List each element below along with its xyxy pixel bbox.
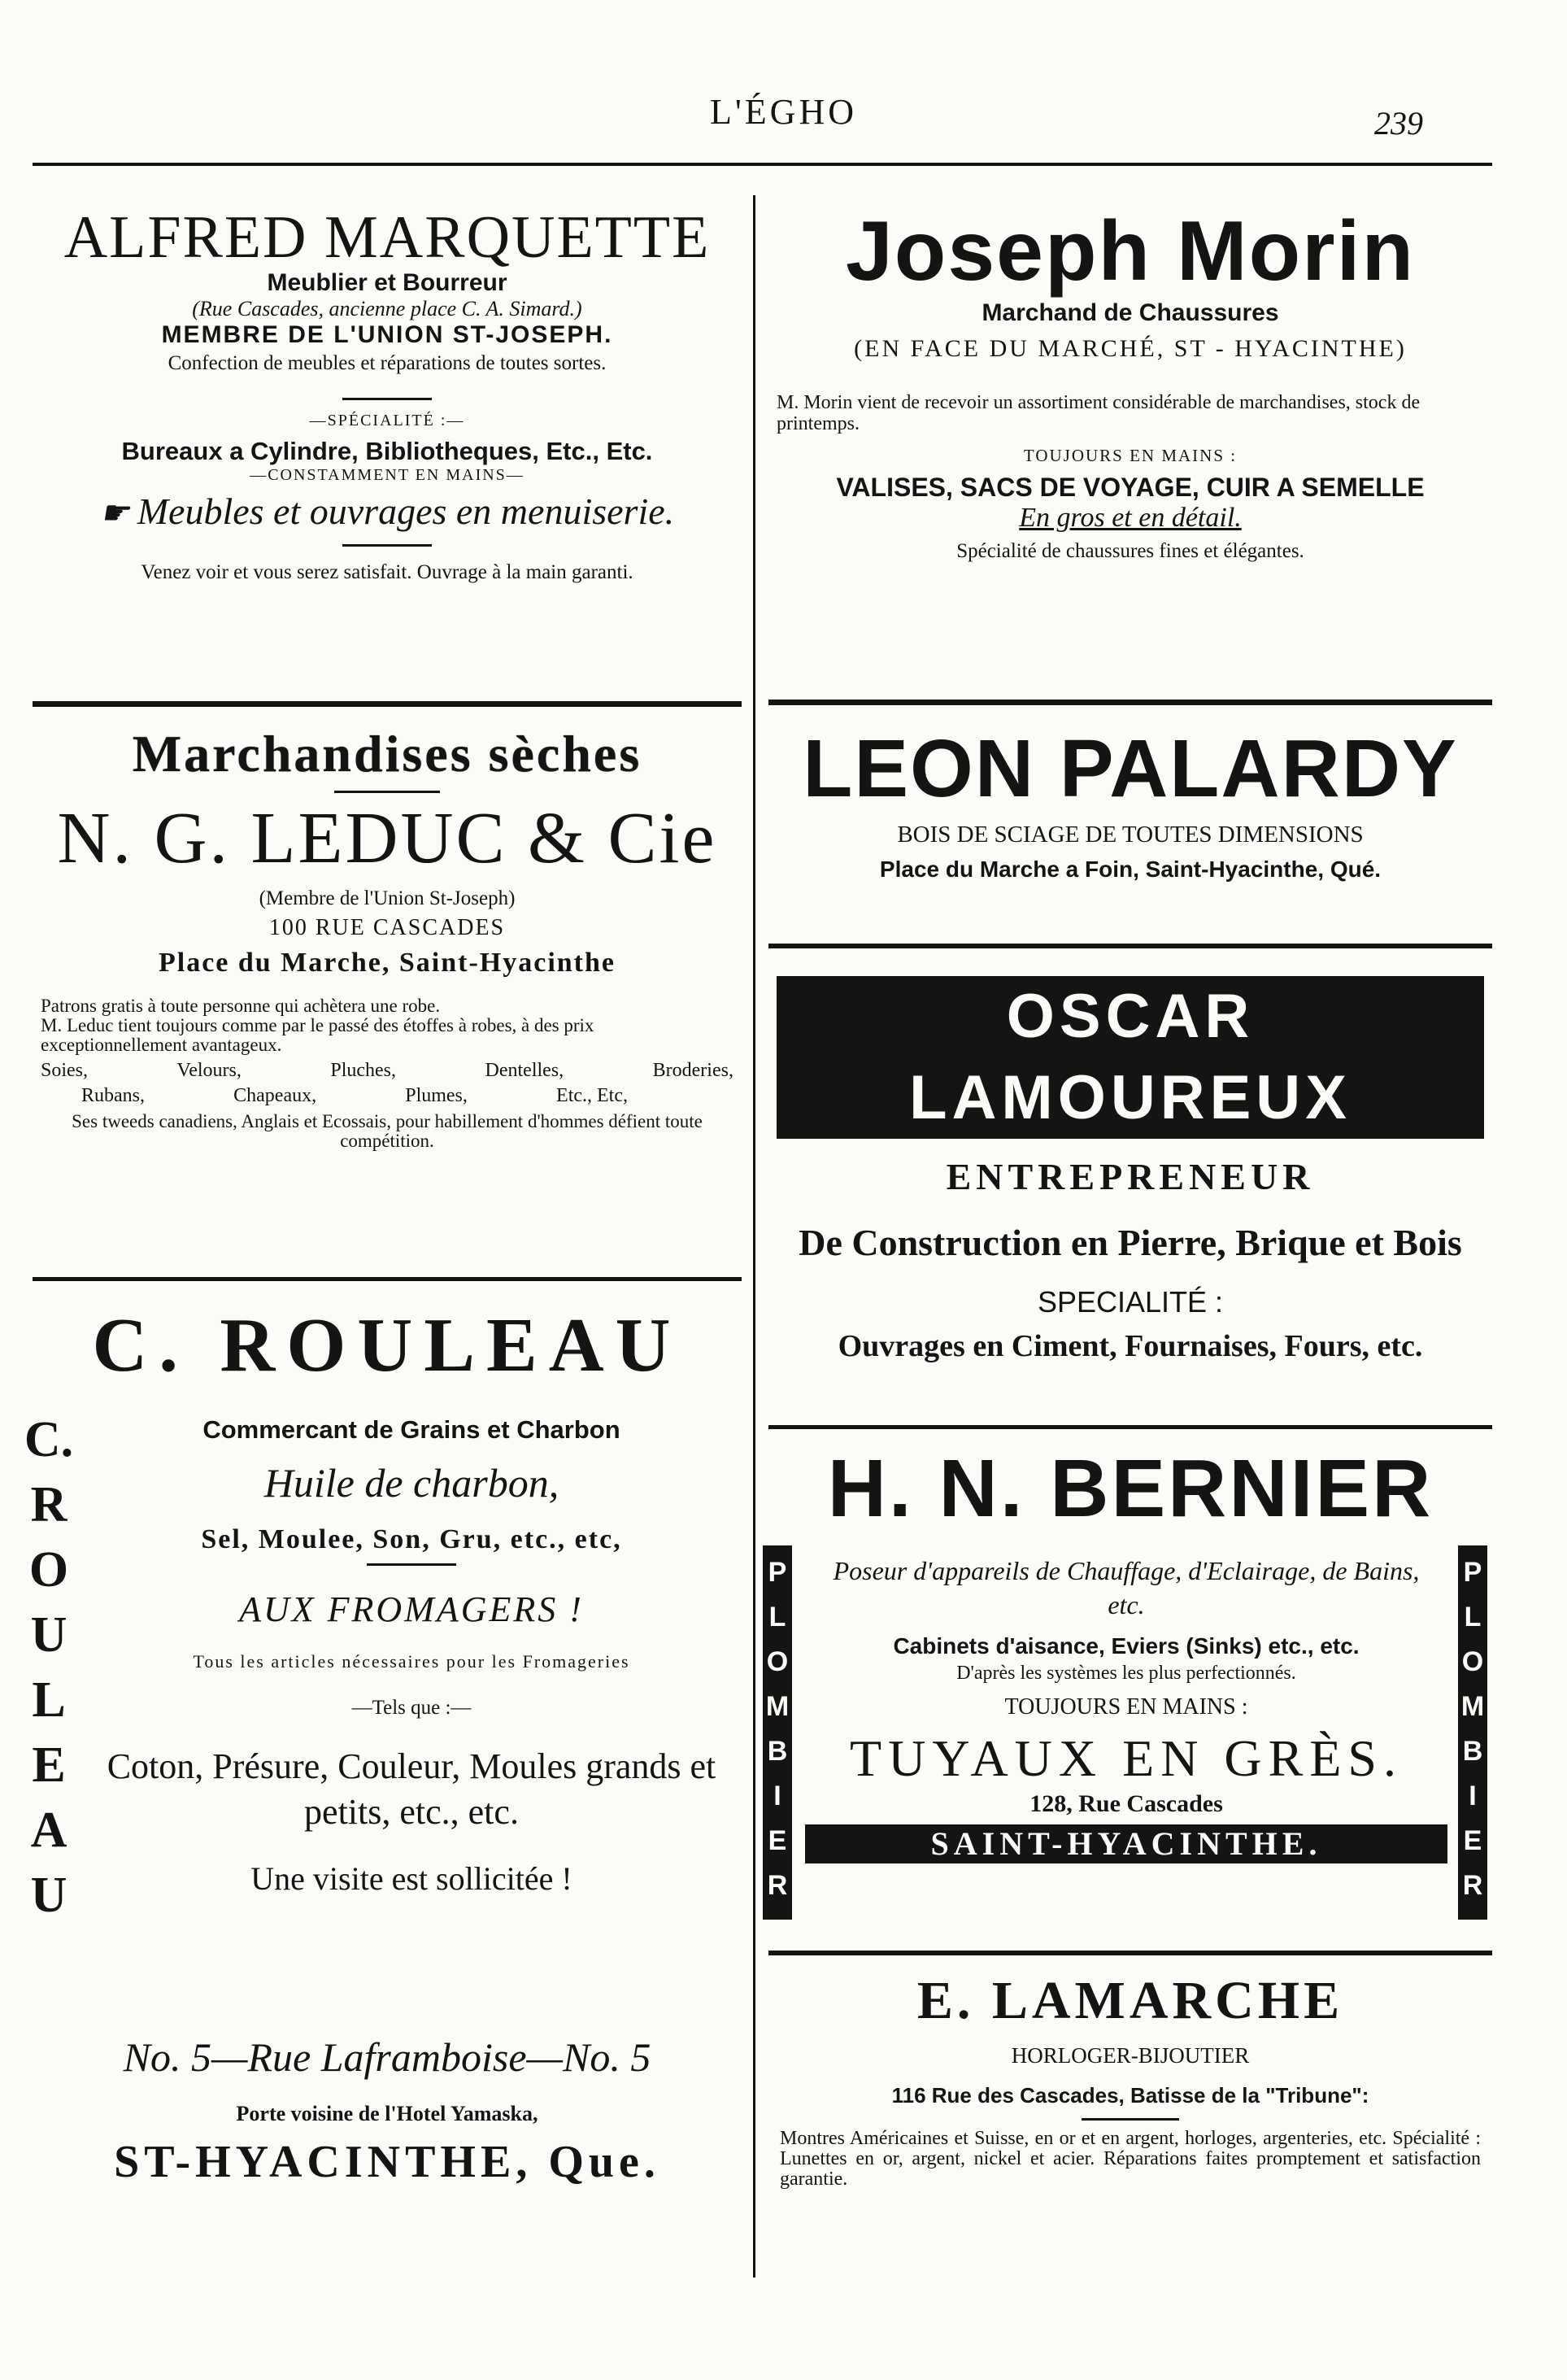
- marquette-meubles: [33, 490, 742, 533]
- bernier-vertical-letter: I: [1469, 1781, 1477, 1811]
- bernier-vertical-letter: R: [767, 1870, 788, 1901]
- bernier-vertical-letter: R: [1462, 1870, 1483, 1901]
- column-divider: [753, 195, 755, 2278]
- leduc-text3: Ses tweeds canadiens, Anglais et Ecossais, pour habillement d'hommes défient toute compétition.: [72, 1111, 703, 1151]
- bernier-trade: Poseur d'appareils de Chauffage, d'Eclairage, de Bains, etc.: [833, 1556, 1420, 1619]
- bernier-vertical-letter: L: [768, 1602, 786, 1632]
- bernier-vertical-letter: P: [768, 1557, 787, 1588]
- bernier-body: [805, 1554, 1447, 1863]
- rouleau-vertical-letter: R: [30, 1477, 67, 1532]
- lamoureux-name: OSCAR LAMOUREUX: [777, 976, 1484, 1139]
- leduc-text1: Patrons gratis à toute personne qui achètera une robe.: [41, 996, 441, 1016]
- marquette-footer: Venez voir et vous serez satisfait. Ouvrage à la main garanti.: [141, 561, 633, 583]
- ad-lamoureux: [768, 976, 1492, 1365]
- leduc-name: N. G. LEDUC & Cie: [57, 798, 717, 878]
- ad-rouleau: [33, 1301, 742, 1389]
- bernier-vertical-right: [1458, 1545, 1487, 1920]
- rouleau-city: ST-HYACINTHE, Que.: [114, 2137, 660, 2187]
- rouleau-tels: —Tels que :—: [351, 1697, 472, 1719]
- lamoureux-items: Ouvrages en Ciment, Fournaises, Fours, etc.: [838, 1329, 1423, 1363]
- morin-toujours: TOUJOURS EN MAINS :: [1023, 446, 1238, 465]
- rouleau-vertical-letter: A: [30, 1802, 67, 1858]
- bernier-vertical-left-text: [763, 1550, 792, 1908]
- rouleau-name: C. ROULEAU: [92, 1303, 682, 1388]
- ad-bernier: [768, 1444, 1492, 1533]
- divider: [334, 791, 440, 793]
- rouleau-vertical-letter: E: [32, 1737, 66, 1793]
- bernier-vertical-letter: M: [765, 1691, 790, 1722]
- bernier-name: H. N. BERNIER: [827, 1443, 1434, 1534]
- lamoureux-trade: ENTREPRENEUR: [946, 1156, 1315, 1197]
- marquette-confection: Confection de meubles et réparations de toutes sortes.: [168, 352, 607, 374]
- leduc-text2: M. Leduc tient toujours comme par le passé des étoffes à robes, à des prix exceptionnellement avantageux.: [41, 1015, 594, 1055]
- leduc-good: Velours,: [176, 1060, 242, 1081]
- morin-trade: Marchand de Chaussures: [982, 299, 1279, 326]
- morin-location: (EN FACE DU MARCHÉ, ST - HYACINTHE): [854, 335, 1407, 362]
- bernier-vertical-letter: B: [767, 1736, 788, 1767]
- rouleau-vertical-letter: U: [30, 1607, 67, 1663]
- section-rule: [768, 1951, 1492, 1955]
- rouleau-articles: Tous les articles nécessaires pour les Fromageries: [193, 1651, 630, 1672]
- marquette-trade: Meublier et Bourreur: [267, 269, 507, 296]
- rouleau-items: Coton, Présure, Couleur, Moules grands et petits, etc., etc.: [107, 1746, 716, 1832]
- lamarche-text: Montres Américaines et Suisse, en or et en argent, horloges, argenteries, etc. Spécialité : Lunettes en or, argent, nickel et acier. Réparations faites promptement et satisfaction garantie.: [780, 2128, 1481, 2190]
- rouleau-fromagers: AUX FROMAGERS !: [239, 1589, 584, 1629]
- morin-text: M. Morin vient de recevoir un assortiment considérable de marchandises, stock de printemps.: [777, 392, 1421, 434]
- lamoureux-construction: De Construction en Pierre, Brique et Bois: [799, 1222, 1462, 1263]
- lamoureux-specialite: SPECIALITÉ :: [1037, 1285, 1224, 1319]
- divider: [342, 398, 432, 400]
- rouleau-goods: Sel, Moulee, Son, Gru, etc., etc,: [201, 1524, 622, 1554]
- bernier-vertical-letter: E: [768, 1825, 787, 1856]
- rouleau-vertical: [24, 1407, 74, 2025]
- lamarche-name: E. LAMARCHE: [916, 1971, 1344, 2030]
- rouleau-vertical-text: [24, 1407, 74, 1928]
- leduc-good: Pluches,: [330, 1060, 397, 1081]
- leduc-good: Chapeaux,: [233, 1085, 317, 1106]
- marquette-meubles-text: Meubles et ouvrages en menuiserie.: [137, 490, 675, 532]
- section-rule: [768, 1425, 1492, 1429]
- rouleau-vertical-letter: U: [30, 1868, 67, 1923]
- leduc-goods-row1: [41, 1060, 733, 1082]
- morin-specialite: Spécialité de chaussures fines et élégantes.: [956, 540, 1304, 562]
- section-rule: [768, 700, 1492, 705]
- rouleau-vertical-letter: C.: [24, 1412, 74, 1467]
- rouleau-body: [81, 1415, 742, 1898]
- marquette-specialite: —SPÉCIALITÉ :—: [309, 412, 465, 429]
- marquette-member: MEMBRE DE L'UNION ST-JOSEPH.: [161, 321, 613, 348]
- divider: [1082, 2118, 1179, 2121]
- leduc-place: Place du Marche, Saint-Hyacinthe: [159, 948, 616, 978]
- rouleau-huile: Huile de charbon,: [263, 1460, 559, 1506]
- leduc-good: Plumes,: [405, 1085, 468, 1106]
- rouleau-porte: Porte voisine de l'Hotel Yamaska,: [236, 2102, 538, 2125]
- bernier-vertical-right-text: [1458, 1550, 1487, 1908]
- leduc-good: Broderies,: [652, 1060, 733, 1081]
- rouleau-address: No. 5—Rue Laframboise—No. 5: [123, 2034, 651, 2080]
- palardy-line2: Place du Marche a Foin, Saint-Hyacinthe, Qué.: [879, 857, 1382, 882]
- palardy-line1: BOIS DE SCIAGE DE TOUTES DIMENSIONS: [897, 822, 1364, 848]
- rouleau-vertical-letter: L: [32, 1672, 66, 1728]
- marquette-items: Bureaux a Cylindre, Bibliotheques, Etc., Etc.: [121, 437, 653, 465]
- ad-leduc: [33, 724, 742, 1151]
- section-rule: [33, 701, 742, 707]
- bernier-vertical-letter: O: [1461, 1646, 1484, 1677]
- rouleau-vertical-letter: O: [28, 1542, 69, 1598]
- bernier-vertical-letter: E: [1463, 1825, 1482, 1856]
- ad-lamarche: [768, 1970, 1492, 2190]
- morin-items: VALISES, SACS DE VOYAGE, CUIR A SEMELLE: [836, 473, 1425, 502]
- marquette-constamment: —CONSTAMMENT EN MAINS—: [250, 466, 525, 484]
- page-number: 239: [1374, 105, 1423, 142]
- rouleau-footer: [33, 2033, 742, 2188]
- header-rule: [33, 163, 1492, 166]
- bernier-address: 128, Rue Cascades: [1029, 1790, 1223, 1817]
- leduc-good: Rubans,: [81, 1085, 145, 1106]
- leduc-address: 100 RUE CASCADES: [268, 915, 506, 940]
- rouleau-trade: Commercant de Grains et Charbon: [202, 1415, 620, 1444]
- ad-palardy: [768, 724, 1492, 883]
- divider: [342, 544, 432, 547]
- rouleau-visite: Une visite est sollicitée !: [250, 1860, 572, 1897]
- divider: [367, 1563, 456, 1566]
- leduc-good: Dentelles,: [485, 1060, 564, 1081]
- lamarche-address: 116 Rue des Cascades, Batisse de la "Tribune":: [891, 2083, 1369, 2108]
- leduc-heading: Marchandises sèches: [132, 725, 642, 782]
- ad-marquette: [33, 203, 742, 584]
- marquette-address: (Rue Cascades, ancienne place C. A. Simard.): [192, 297, 582, 320]
- ad-morin: [768, 203, 1492, 563]
- marquette-name: ALFRED MARQUETTE: [63, 204, 711, 271]
- bernier-vertical-letter: B: [1462, 1736, 1483, 1767]
- page-header-title: L'ÉGHO: [709, 92, 857, 132]
- bernier-city: SAINT-HYACINTHE.: [805, 1824, 1447, 1863]
- leduc-member: (Membre de l'Union St-Joseph): [259, 887, 516, 909]
- morin-gros: En gros et en détail.: [1019, 503, 1242, 533]
- bernier-toujours: TOUJOURS EN MAINS :: [1004, 1694, 1248, 1720]
- bernier-vertical-letter: L: [1464, 1602, 1482, 1632]
- leduc-good: Soies,: [41, 1060, 89, 1081]
- morin-name: Joseph Morin: [845, 204, 1416, 299]
- pointing-hand-icon: ☛: [99, 495, 137, 531]
- lamarche-trade: HORLOGER-BIJOUTIER: [1011, 2043, 1250, 2068]
- section-rule: [33, 1277, 742, 1281]
- section-rule: [768, 944, 1492, 948]
- leduc-goods-row2: [81, 1085, 628, 1107]
- leduc-good: Etc., Etc,: [556, 1085, 628, 1106]
- bernier-systemes: D'après les systèmes les plus perfectionnés.: [956, 1663, 1296, 1684]
- bernier-vertical-letter: M: [1460, 1691, 1485, 1722]
- bernier-vertical-left: [763, 1545, 792, 1920]
- bernier-tuyaux: TUYAUX EN GRÈS.: [850, 1729, 1403, 1787]
- bernier-vertical-letter: P: [1463, 1557, 1482, 1588]
- bernier-cabinets: Cabinets d'aisance, Eviers (Sinks) etc., etc.: [893, 1633, 1360, 1659]
- bernier-vertical-letter: O: [766, 1646, 789, 1677]
- bernier-vertical-letter: I: [773, 1781, 781, 1811]
- palardy-name: LEON PALARDY: [803, 723, 1458, 814]
